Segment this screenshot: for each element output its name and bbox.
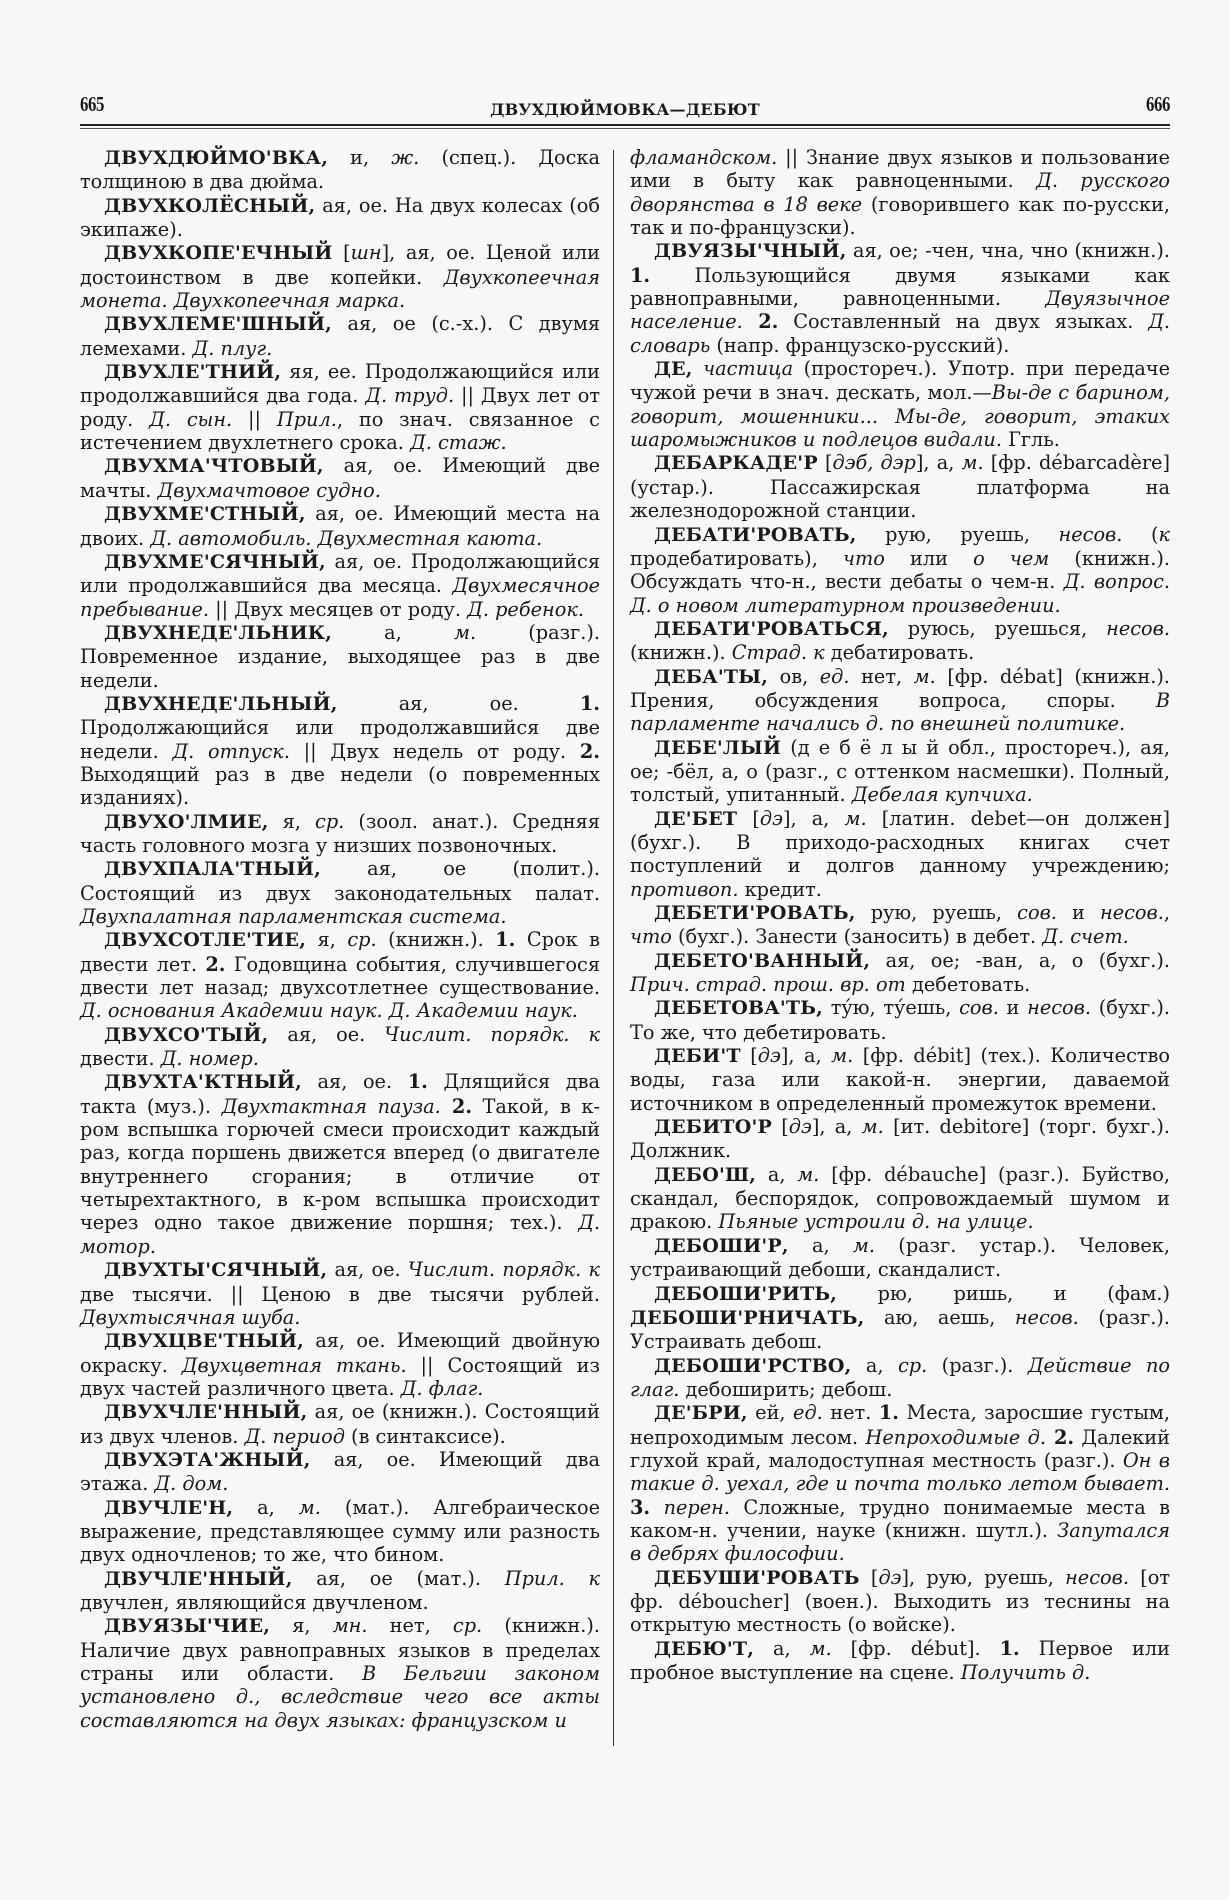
dictionary-entry [630, 523, 1170, 617]
headword: ДВУХТА'КТНЫЙ, [104, 1071, 302, 1094]
italic-text: дэ [759, 806, 783, 830]
definition-text: [от фр. déboucher] (воен.). Выходить из теснины на открытую местность (о войске). [630, 1565, 1170, 1637]
page-number-left: 665 [80, 92, 104, 116]
headword: ДВУХКОЛЁСНЫЙ, [104, 194, 316, 217]
definition-text: ( [1122, 522, 1159, 546]
dictionary-entry [80, 241, 600, 312]
definition-text: ], рую, руешь, [901, 1565, 1066, 1589]
dictionary-entry [630, 617, 1170, 665]
definition-text: Сложные, трудно понимаемые места в каком-н. учении, науке (книжн. шутл.). [630, 1495, 1170, 1542]
dictionary-entry [630, 1401, 1170, 1565]
dictionary-entry [80, 194, 600, 242]
definition-text: ], а, [782, 806, 845, 830]
headword: ДЕБЕТО'ВАННЫЙ, [654, 949, 871, 972]
definition-text: или [884, 546, 974, 570]
headword: ДЕБО'Ш, [654, 1163, 757, 1186]
definition-text: Выходящий раз в две недели (о повременных изданиях). [80, 762, 600, 810]
dictionary-entry [80, 810, 600, 858]
definition-text: рую, руешь, [855, 901, 1018, 924]
headword: ДЕ, [654, 358, 693, 381]
definition-text: , [1163, 901, 1171, 924]
headword: ДЕБАРКАДЕ'Р [654, 452, 818, 475]
headword: ДЕБИТО'Р [654, 1116, 772, 1139]
headword: ДЕ'БРИ, [654, 1402, 748, 1425]
definition-text: ая, ое. Имеющий две мачты. [80, 454, 600, 502]
definition-text: ту́ю, ту́ешь, [822, 996, 960, 1020]
italic-text: несов. [1058, 522, 1123, 546]
definition-text: (книжн.). [630, 641, 732, 665]
definition-text: || [232, 407, 277, 431]
italic-text: фламандском. [630, 146, 778, 169]
definition-text: (книжн.). Наличие двух равноправных языков в пределах страны или области. [80, 1614, 600, 1685]
definition-text: ая, ое. Имеющий двойную окраску. [80, 1329, 600, 1377]
definition-text: ая, ое (мат.). [292, 1566, 505, 1590]
sense-number: 2. [205, 952, 226, 976]
definition-text: [ [332, 241, 351, 265]
italic-text: Д. отпуск. [172, 739, 290, 763]
dictionary-entry [630, 1115, 1170, 1163]
sense-number: 2. [742, 310, 779, 334]
dictionary-entry [630, 665, 1170, 736]
headword: ДЕБОШИ'РНИЧАТЬ, [630, 1306, 865, 1329]
italic-text: Двухмачтовое судно. [157, 478, 381, 502]
italic-text: Д. русского дворянства в 18 веке [630, 169, 1170, 216]
definition-text: нет, [849, 664, 914, 688]
dictionary-entry [630, 949, 1170, 997]
italic-text: В парламенте начались д. по внешней политике. [630, 688, 1170, 736]
definition-text: яя, ее. Продолжающийся или продолжавшийся два года. [80, 360, 600, 408]
sense-number: 2. [579, 739, 601, 763]
italic-text: шн [350, 241, 382, 265]
italic-text: Числит. порядк. к [384, 1022, 600, 1046]
dictionary-entry [630, 146, 1170, 239]
definition-text: (разг.). Устраивать дебош. [630, 1305, 1170, 1354]
right-column [630, 146, 1170, 1684]
sense-number: 1. [878, 1401, 899, 1425]
definition-text: ая, ое (с.-х.). С двумя лемехами. [80, 312, 600, 360]
italic-text: несов. [1027, 996, 1092, 1020]
running-head: ДВУХДЮЙМОВКА—ДЕБЮТ [490, 100, 760, 119]
definition-text: и [998, 996, 1028, 1020]
definition-text: (зоол. анат.). Средняя часть головного мозга у низших позвоночных. [80, 809, 600, 857]
dictionary-entry [630, 736, 1170, 807]
headword: ДВУЯЗЫ'ЧНЫЙ, [654, 240, 847, 263]
definition-text: двучлен, являющийся двучленом. [80, 1590, 429, 1614]
definition-text: ая, ое. [337, 691, 580, 715]
headword: ДЕБИ'Т [654, 1045, 741, 1068]
italic-text: м. [831, 1044, 854, 1068]
definition-text: и [1056, 901, 1100, 924]
dictionary-entry [630, 1566, 1170, 1637]
sense-number: 1. [999, 1636, 1020, 1660]
definition-text: [фр. débit] (тех.). Количество воды, газа или какой-н. энергии, даваемой источником в определенный промежуток времени. [630, 1044, 1170, 1115]
italic-text: ж. [391, 146, 420, 169]
definition-text: [фр. début]. [831, 1636, 1000, 1660]
definition-text: ая, ое. [327, 1258, 408, 1282]
definition-text: нет. [822, 1401, 879, 1425]
definition-text: я, [306, 928, 348, 952]
dictionary-entry [630, 357, 1170, 451]
definition-text: Годовщина события, случившегося двести лет назад; двухсотлетнее существование. [80, 952, 600, 1000]
definition-text: ая, ое; -чен, чна, чно (книжн.). [846, 239, 1170, 263]
definition-text: Пользующийся двумя языками как равноправными, равноценными. [630, 263, 1170, 311]
italic-text: что [630, 925, 672, 949]
definition-text: я, [270, 1614, 333, 1638]
italic-text: дэ [788, 1115, 812, 1139]
definition-text: [фр. débarcadère] (устар.). Пассажирская платформа на железнодорожной станции. [630, 451, 1170, 523]
dictionary-entry [80, 1329, 600, 1400]
dictionary-entry [80, 621, 600, 692]
italic-text: Двухпалатная парламентская система. [80, 905, 507, 928]
headword: ДЕБЕ'ЛЫЙ [654, 736, 782, 759]
definition-text: продебатировать), [630, 546, 843, 570]
definition-text: руюсь, руешься, [888, 616, 1107, 640]
definition-text: ей, [747, 1401, 794, 1425]
dictionary-entry [80, 928, 600, 1022]
italic-text: м. [797, 1162, 820, 1186]
definition-text: (говорившего как по-русски, так и по-французски). [630, 192, 1170, 240]
definition-text: ая, ое. Имеющий места на двоих. [80, 502, 600, 550]
definition-text: Далекий глухой край, малодоступная местность (разг.). [630, 1425, 1171, 1472]
definition-text: и, [328, 146, 392, 169]
italic-text: ср. [897, 1353, 928, 1377]
italic-text: Д. счет. [1042, 925, 1129, 949]
definition-text: (книжн.). [376, 928, 496, 952]
sense-number: 1. [630, 263, 651, 287]
headword: ДЕБА'ТЫ, [654, 665, 769, 688]
definition-text: (разг.). Повременное издание, выходящее раз в две недели. [80, 620, 601, 692]
dictionary-entry [630, 901, 1170, 949]
dictionary-entry [80, 146, 600, 194]
dictionary-entry [80, 360, 600, 454]
headword: ДЕБАТИ'РОВАТЬ, [654, 523, 857, 546]
italic-text: Двухцветная ткань. [181, 1353, 407, 1377]
italic-text: Д. дом. [154, 1472, 229, 1496]
headword: ДЕБОШИ'РИТЬ, [654, 1282, 838, 1305]
headword: ДЕБУШИ'РОВАТЬ [654, 1566, 860, 1589]
dictionary-entry [80, 1023, 600, 1071]
definition-text: Продолжающийся или продолжавшийся две недели. [80, 716, 600, 763]
dictionary-entry [630, 239, 1170, 357]
definition-text: дебетовать. [905, 973, 1031, 997]
definition-text: (мат.). Алгебраическое выражение, представляющее сумму или разность двух одночленов; то же, что бином. [80, 1495, 600, 1567]
dictionary-entry [630, 1234, 1170, 1282]
definition-text: || Двух месяцев от роду. [209, 597, 468, 621]
headword: ДЕБОШИ'РСТВО, [654, 1354, 852, 1377]
definition-text: (напр. французско-русский). [710, 333, 1010, 357]
dictionary-entry [80, 1070, 600, 1258]
headword: ДВУХЧЛЕ'ННЫЙ, [104, 1401, 308, 1424]
definition-text: дебатировать. [824, 641, 975, 665]
italic-text: Получить д. [960, 1661, 1091, 1684]
italic-text: ед. [819, 664, 850, 688]
italic-text: мн. [332, 1614, 368, 1638]
headword: ДВУЧЛЕ'Н, [104, 1496, 234, 1519]
definition-text: Длящийся два такта (муз.). [80, 1070, 600, 1118]
definition-text: , по знач. связанное с истечением двухлетнего срока. [80, 407, 600, 455]
page-header [80, 88, 1170, 124]
page-number-right: 666 [1146, 92, 1170, 116]
italic-text: Прил. [276, 407, 337, 431]
italic-text: Д. ребенок. [467, 597, 584, 621]
italic-text: м. [852, 1233, 876, 1257]
headword: ДВУХО'ЛМИЕ, [104, 810, 269, 833]
definition-text: ая, ое. На двух колесах (об экипаже). [80, 193, 600, 242]
sense-number: 1. [579, 691, 600, 715]
italic-text: Запутался в дебрях философии. [630, 1518, 1170, 1566]
dictionary-entry [630, 1637, 1170, 1685]
italic-text: Вы-де с барином, говорит, мошенники... Мы-де, говорит, этаких шаромыжников и подлецов видали. [630, 381, 1170, 452]
italic-text: дэ [757, 1044, 781, 1068]
italic-text: Д. номер. [160, 1047, 259, 1071]
italic-text: Д. основания Академии наук. Д. Академии наук. [80, 999, 578, 1023]
definition-text: (разг. устар.). Человек, устраивающий дебоши, скандалист. [630, 1233, 1170, 1282]
italic-text: о чем [973, 546, 1050, 570]
dictionary-entry [630, 996, 1170, 1044]
headword: ДВУХЭТА'ЖНЫЙ, [104, 1448, 311, 1471]
definition-text: (спец.). Доска толщиною в два дюйма. [80, 146, 600, 194]
header-rule [80, 124, 1170, 129]
definition-text: (книжн.). Обсуждать что-н., вести дебаты о чем-н. [630, 546, 1170, 594]
italic-text: м. [453, 620, 477, 644]
dictionary-entry [630, 451, 1170, 522]
definition-text: две тысячи. || Ценою в две тысячи рублей. [80, 1282, 600, 1306]
definition-text: || Состоящий из двух частей различного цвета. [80, 1353, 600, 1400]
italic-text: Пьяные устроили д. на улице. [718, 1210, 1034, 1234]
headword: ДВУХМЕ'СТНЫЙ, [104, 503, 306, 526]
italic-text: Д. автомобиль. Двухместная каюта. [150, 526, 543, 550]
sense-number: 2. [440, 1094, 473, 1118]
headword: ДВУХМЕ'СЯЧНЫЙ, [104, 550, 326, 573]
italic-text: Непроходимые д. [865, 1425, 1047, 1449]
definition-text: а, [754, 1636, 810, 1660]
definition-text: (д е б ё л ы й обл., простореч.), ая, ое; -бёл, а, о (разг., с оттенком насмешки). Полный, толстый, упитанный. [630, 735, 1170, 807]
definition-text: || Двух недель от роду. [289, 739, 580, 763]
italic-text: Д. словарь [630, 310, 1171, 357]
italic-text: ср. [347, 928, 377, 952]
definition-text: ая, ое. Продолжающийся или продолжавшийся два месяца. [80, 549, 600, 598]
headword: ДВУХКОПЕ'ЕЧНЫЙ [104, 242, 333, 265]
dictionary-entry [80, 454, 600, 502]
definition-text: Первое или пробное выступление на сцене. [630, 1636, 1170, 1684]
italic-text: Д. стаж. [410, 431, 507, 455]
italic-text: перен. [650, 1495, 730, 1519]
italic-text: Двухтактная пауза. [221, 1094, 441, 1118]
definition-text: Такой, в к-ром вспышка горючей смеси происходит каждый раз, когда поршень движется вперед (о двигателе внутреннего сгорания; в отличие от четырехтактного, в к-ром вспышка происходит через одно такое движение поршня; тех.). [80, 1094, 600, 1235]
italic-text: Д. флаг. [400, 1376, 484, 1400]
definition-text: ], а, [811, 1115, 862, 1139]
italic-text: ср. [315, 809, 345, 833]
italic-text: м. [913, 664, 936, 688]
italic-text: Он в такие д. уехал, где и почта только летом бывает. [630, 1448, 1170, 1496]
definition-text: (разг.). [927, 1353, 1028, 1377]
definition-text: рую, руешь, [856, 522, 1059, 546]
italic-text: Д. плуг. [192, 336, 273, 360]
headword: ДВУЯЗЫ'ЧИЕ, [104, 1615, 271, 1638]
dictionary-entry [80, 1448, 600, 1496]
headword: ДВУХЛЕ'ТНИЙ, [104, 361, 282, 384]
sense-number: 1. [495, 928, 516, 952]
definition-text: (в синтаксисе). [344, 1424, 506, 1448]
definition-text: Составленный на двух языках. [778, 310, 1149, 334]
definition-text: я, [268, 809, 316, 833]
italic-text: Дебелая купчиха. [851, 783, 1033, 807]
definition-text: [латин. debet—он должен] (бухг.). В приходо-расходных книгах счет поступлений и долгов данному учреждению; [630, 806, 1170, 878]
headword: ДЕБЮ'Т, [654, 1637, 755, 1660]
italic-text: ср. [452, 1614, 483, 1638]
italic-text: Прил. к [504, 1566, 600, 1590]
italic-text: м. [861, 1115, 884, 1139]
italic-text: частица [703, 357, 794, 381]
definition-text: Ггль. [1001, 428, 1060, 452]
italic-text: сов. [1017, 901, 1057, 924]
headword: ДВУХНЕДЕ'ЛЬНЫЙ, [104, 692, 338, 715]
dictionary-entry [80, 692, 600, 810]
headword: ДВУХСОТЛЕ'ТИЕ, [104, 929, 307, 952]
definition-text [693, 357, 704, 380]
definition-text: а, [788, 1233, 853, 1257]
dictionary-entry [80, 857, 600, 928]
headword: ДЕ'БЕТ [654, 807, 738, 830]
headword: ДЕБАТИ'РОВАТЬСЯ, [654, 617, 889, 640]
headword: ДВУЧЛЕ'ННЫЙ, [104, 1567, 293, 1590]
definition-text: ов, [768, 664, 820, 688]
sense-number: 3. [630, 1495, 651, 1519]
italic-text: дэ [878, 1565, 902, 1589]
dictionary-entry [80, 1400, 600, 1448]
definition-text: [ [859, 1565, 879, 1589]
dictionary-entry [80, 1496, 600, 1567]
dictionary-entry [630, 1354, 1170, 1402]
definition-text: || Двух лет от роду. [80, 384, 601, 431]
definition-text: ая, ое (книжн.). Состоящий из двух членов. [80, 1400, 600, 1448]
italic-text: несов. [1014, 1305, 1079, 1329]
italic-text: Числит. порядк. к [407, 1258, 600, 1282]
definition-text: двести. [80, 1047, 161, 1071]
italic-text: Двухкопеечная монета. Двухкопеечная марка. [80, 265, 600, 313]
definition-text: [ [771, 1115, 789, 1139]
definition-text: ], а, [915, 451, 962, 475]
headword: ДВУХТЫ'СЯЧНЫЙ, [104, 1259, 328, 1282]
italic-text: Действие по глаг. [630, 1353, 1170, 1401]
italic-text: ед. [793, 1401, 823, 1425]
italic-text: несов. [1100, 901, 1164, 924]
definition-text: (простореч.). Употр. при передаче чужой речи в знач. дескать, мол.— [630, 357, 1170, 405]
dictionary-entry [80, 1258, 600, 1329]
definition-text: [фр. débauche] (разг.). Буйство, скандал, беспорядок, сопровождаемый шумом и дракою. [630, 1162, 1170, 1234]
definition-text: нет, [367, 1614, 453, 1638]
definition-text: [фр. débat] (книжн.). Прения, обсуждения вопроса, споры. [630, 664, 1170, 712]
definition-text: а, [756, 1162, 798, 1186]
definition-text: (бухг.). То же, что дебетировать. [630, 996, 1170, 1044]
definition-text: [ [737, 806, 760, 830]
definition-text: ], а, [780, 1044, 832, 1068]
dictionary-entry [630, 807, 1170, 901]
italic-text: Д. период [244, 1424, 345, 1448]
italic-text: Прич. страд. прош. вр. от [630, 973, 906, 997]
definition-text: ая, ое (полит.). Состоящий из двух законодательных палат. [80, 857, 600, 905]
definition-text: [ [740, 1044, 758, 1068]
left-column [80, 146, 600, 1732]
definition-text: [ит. debitore] (торг. бухг.). Должник. [630, 1115, 1170, 1163]
sense-number: 1. [407, 1070, 428, 1094]
definition-text: ая, ое; -ван, а, о (бухг.). [870, 948, 1170, 972]
italic-text: противоп. [630, 877, 739, 901]
definition-text: дебоширить; дебош. [679, 1377, 893, 1401]
italic-text: м. [844, 806, 867, 830]
definition-text: || Знание двух языков и пользование ими в быту как равноценными. [630, 146, 1170, 193]
headword: ДВУХНЕДЕ'ЛЬНИК, [104, 621, 333, 644]
italic-text: несов. [1106, 616, 1170, 640]
definition-text: рю, ришь, и (фам.) [837, 1281, 1170, 1305]
dictionary-entry [80, 1614, 600, 1732]
headword: ДВУХДЮЙМО'ВКА, [104, 147, 329, 169]
italic-text: Д. труд. [365, 384, 455, 408]
headword: ДВУХЛЕМЕ'ШНЫЙ, [104, 313, 332, 336]
italic-text: м. [961, 451, 984, 475]
sense-number: 2. [1046, 1425, 1075, 1449]
definition-text: Места, заросшие густым, непроходимым лесом. [630, 1401, 1170, 1449]
italic-text: Д. вопрос. Д. о новом литературном произведении. [630, 570, 1171, 617]
headword: ДВУХМА'ЧТОВЫЙ, [104, 455, 324, 478]
definition-text: а, [233, 1495, 299, 1519]
dictionary-entry [80, 550, 600, 621]
italic-text: Страд. к [731, 641, 825, 665]
definition-text: ], ая, ое. Ценой или достоинством в две копейки. [80, 241, 601, 289]
italic-text: Двухтысячная шуба. [80, 1305, 301, 1329]
dictionary-entry [80, 1567, 600, 1615]
headword: ДВУХСО'ТЫЙ, [104, 1023, 269, 1046]
definition-text: [ [817, 451, 833, 475]
italic-text: В Бельгии законом установлено д., вследствие чего все акты составляются на двух языках: французском и [80, 1662, 600, 1732]
definition-text: ая, ое. [301, 1070, 408, 1094]
definition-text: аю, аешь, [864, 1305, 1015, 1329]
definition-text: ая, ое. Имеющий два этажа. [80, 1447, 600, 1496]
definition-text: а, [851, 1353, 898, 1377]
headword: ДЕБЕТИ'РОВАТЬ, [654, 902, 856, 924]
italic-text: Д. мотор. [80, 1211, 600, 1258]
italic-text: м. [298, 1495, 321, 1519]
italic-text: дэб, дэр [832, 451, 916, 475]
italic-text: Двуязычное население. [630, 287, 1170, 334]
italic-text: Двухмесячное пребывание. [80, 574, 600, 621]
italic-text: Д. сын. [149, 407, 233, 431]
definition-text: (бухг.). Занести (заносить) в дебет. [671, 925, 1043, 949]
headword: ДВУХЦВЕ'ТНЫЙ, [104, 1330, 304, 1353]
headword: ДВУХПАЛА'ТНЫЙ, [104, 858, 321, 881]
headword: ДЕБОШИ'Р, [654, 1234, 789, 1257]
italic-text: что [842, 546, 885, 570]
headword: ДЕБЕТОВА'ТЬ, [654, 997, 823, 1020]
italic-text: к [1158, 522, 1170, 546]
column-divider [613, 150, 614, 1746]
definition-text: ая, ое. [268, 1022, 385, 1046]
dictionary-entry [630, 1163, 1170, 1234]
italic-text: м. [809, 1636, 832, 1660]
italic-text: несов. [1065, 1565, 1129, 1589]
dictionary-entry [630, 1044, 1170, 1115]
italic-text: сов. [959, 996, 999, 1020]
definition-text: кредит. [738, 877, 822, 901]
dictionary-entry [80, 312, 600, 360]
dictionary-entry [630, 1282, 1170, 1354]
dictionary-entry [80, 502, 600, 550]
definition-text: а, [332, 620, 454, 644]
definition-text: Срок в двести лет. [80, 928, 600, 976]
